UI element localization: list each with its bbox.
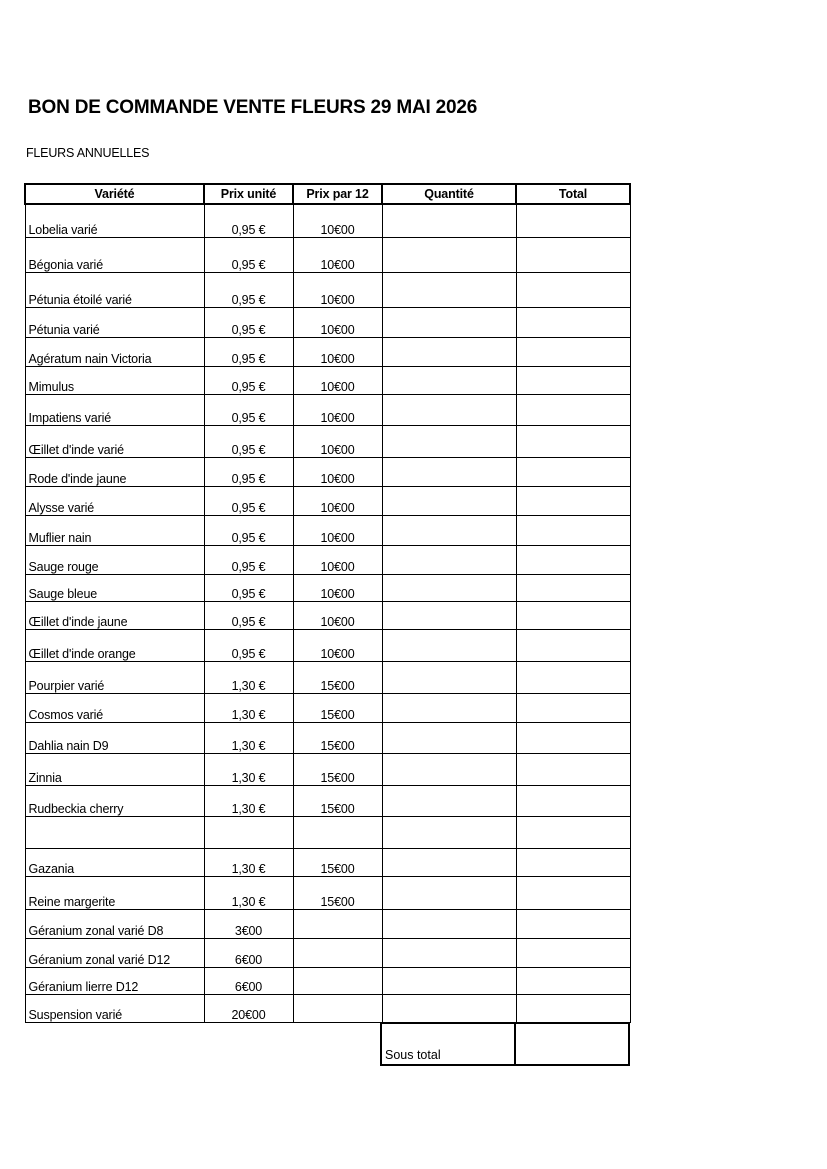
section-title: FLEURS ANNUELLES xyxy=(26,146,150,160)
total-cell[interactable] xyxy=(516,426,630,458)
variety-cell: Sauge rouge xyxy=(25,546,204,575)
unit-price-cell: 1,30 € xyxy=(204,849,293,877)
unit-price-cell: 1,30 € xyxy=(204,694,293,723)
table-row xyxy=(25,602,630,630)
unit-price-cell: 0,95 € xyxy=(204,546,293,575)
unit-price-cell: 0,95 € xyxy=(204,602,293,630)
total-cell[interactable] xyxy=(516,458,630,487)
unit-price-cell: 0,95 € xyxy=(204,395,293,426)
dozen-price-cell: 15€00 xyxy=(293,786,382,817)
quantity-cell[interactable] xyxy=(382,204,516,238)
total-cell[interactable] xyxy=(516,849,630,877)
table-row xyxy=(25,308,630,338)
table-row xyxy=(25,367,630,395)
quantity-cell[interactable] xyxy=(382,995,516,1023)
total-cell[interactable] xyxy=(516,273,630,308)
dozen-price-cell: 10€00 xyxy=(293,395,382,426)
variety-cell: Pétunia étoilé varié xyxy=(25,273,204,308)
total-cell[interactable] xyxy=(516,723,630,754)
quantity-cell[interactable] xyxy=(382,817,516,849)
quantity-cell[interactable] xyxy=(382,308,516,338)
total-cell[interactable] xyxy=(516,754,630,786)
total-cell[interactable] xyxy=(516,546,630,575)
quantity-cell[interactable] xyxy=(382,426,516,458)
quantity-cell[interactable] xyxy=(382,458,516,487)
quantity-cell[interactable] xyxy=(382,338,516,367)
unit-price-cell: 0,95 € xyxy=(204,458,293,487)
dozen-price-cell: 15€00 xyxy=(293,694,382,723)
table-row xyxy=(25,877,630,910)
variety-cell: Bégonia varié xyxy=(25,238,204,273)
dozen-price-cell: 10€00 xyxy=(293,575,382,602)
total-cell[interactable] xyxy=(516,204,630,238)
total-cell[interactable] xyxy=(516,662,630,694)
quantity-cell[interactable] xyxy=(382,516,516,546)
table-row xyxy=(25,939,630,968)
dozen-price-cell: 15€00 xyxy=(293,877,382,910)
quantity-cell[interactable] xyxy=(382,546,516,575)
table-row xyxy=(25,546,630,575)
dozen-price-cell xyxy=(293,995,382,1023)
variety-cell: Œillet d'inde orange xyxy=(25,630,204,662)
dozen-price-cell: 10€00 xyxy=(293,204,382,238)
table-row xyxy=(25,630,630,662)
variety-cell: Mimulus xyxy=(25,367,204,395)
variety-cell: Lobelia varié xyxy=(25,204,204,238)
table-row xyxy=(25,487,630,516)
dozen-price-cell: 15€00 xyxy=(293,849,382,877)
dozen-price-cell: 15€00 xyxy=(293,723,382,754)
unit-price-cell: 20€00 xyxy=(204,995,293,1023)
variety-cell: Cosmos varié xyxy=(25,694,204,723)
header-total: Total xyxy=(516,184,630,204)
dozen-price-cell: 10€00 xyxy=(293,602,382,630)
total-cell[interactable] xyxy=(516,602,630,630)
unit-price-cell: 0,95 € xyxy=(204,575,293,602)
dozen-price-cell: 10€00 xyxy=(293,273,382,308)
dozen-price-cell: 10€00 xyxy=(293,367,382,395)
unit-price-cell: 0,95 € xyxy=(204,516,293,546)
unit-price-cell: 6€00 xyxy=(204,939,293,968)
table-row xyxy=(25,786,630,817)
unit-price-cell: 0,95 € xyxy=(204,487,293,516)
total-cell[interactable] xyxy=(516,968,630,995)
quantity-cell[interactable] xyxy=(382,754,516,786)
variety-cell: Muflier nain xyxy=(25,516,204,546)
table-row xyxy=(25,204,630,238)
total-cell[interactable] xyxy=(516,910,630,939)
table-row xyxy=(25,723,630,754)
quantity-cell[interactable] xyxy=(382,273,516,308)
variety-cell: Géranium zonal varié D8 xyxy=(25,910,204,939)
quantity-cell[interactable] xyxy=(382,849,516,877)
quantity-cell[interactable] xyxy=(382,968,516,995)
quantity-cell[interactable] xyxy=(382,487,516,516)
total-cell[interactable] xyxy=(516,786,630,817)
unit-price-cell: 0,95 € xyxy=(204,338,293,367)
variety-cell: Œillet d'inde jaune xyxy=(25,602,204,630)
dozen-price-cell xyxy=(293,968,382,995)
variety-cell: Pétunia varié xyxy=(25,308,204,338)
subtotal-label: Sous total xyxy=(381,1023,515,1065)
quantity-cell[interactable] xyxy=(382,723,516,754)
unit-price-cell: 0,95 € xyxy=(204,426,293,458)
total-cell[interactable] xyxy=(516,308,630,338)
unit-price-cell: 1,30 € xyxy=(204,754,293,786)
quantity-cell[interactable] xyxy=(382,367,516,395)
dozen-price-cell: 10€00 xyxy=(293,308,382,338)
total-cell[interactable] xyxy=(516,939,630,968)
table-row xyxy=(25,458,630,487)
unit-price-cell: 0,95 € xyxy=(204,308,293,338)
quantity-cell[interactable] xyxy=(382,575,516,602)
variety-cell: Rode d'inde jaune xyxy=(25,458,204,487)
total-cell[interactable] xyxy=(516,630,630,662)
table-header-row xyxy=(25,184,630,204)
table-row xyxy=(25,849,630,877)
quantity-cell[interactable] xyxy=(382,662,516,694)
quantity-cell[interactable] xyxy=(382,694,516,723)
header-quantite: Quantité xyxy=(382,184,516,204)
variety-cell: Zinnia xyxy=(25,754,204,786)
quantity-cell[interactable] xyxy=(382,910,516,939)
variety-cell: Alysse varié xyxy=(25,487,204,516)
variety-cell: Pourpier varié xyxy=(25,662,204,694)
unit-price-cell: 0,95 € xyxy=(204,238,293,273)
quantity-cell[interactable] xyxy=(382,602,516,630)
table-row xyxy=(25,662,630,694)
dozen-price-cell: 15€00 xyxy=(293,754,382,786)
dozen-price-cell: 10€00 xyxy=(293,516,382,546)
variety-cell: Géranium lierre D12 xyxy=(25,968,204,995)
variety-cell: Rudbeckia cherry xyxy=(25,786,204,817)
total-cell[interactable] xyxy=(516,516,630,546)
total-cell[interactable] xyxy=(516,877,630,910)
table-row xyxy=(25,516,630,546)
total-cell[interactable] xyxy=(516,238,630,273)
dozen-price-cell: 10€00 xyxy=(293,426,382,458)
variety-cell: Agératum nain Victoria xyxy=(25,338,204,367)
total-cell[interactable] xyxy=(516,694,630,723)
table-row xyxy=(25,273,630,308)
subtotal-box xyxy=(380,1022,630,1066)
quantity-cell[interactable] xyxy=(382,786,516,817)
page-title: BON DE COMMANDE VENTE FLEURS 29 MAI 2026 xyxy=(28,97,478,118)
variety-cell: Gazania xyxy=(25,849,204,877)
unit-price-cell: 6€00 xyxy=(204,968,293,995)
variety-cell: Sauge bleue xyxy=(25,575,204,602)
header-prix-par-12: Prix par 12 xyxy=(293,184,382,204)
dozen-price-cell xyxy=(293,817,382,849)
dozen-price-cell: 10€00 xyxy=(293,458,382,487)
table-row xyxy=(25,338,630,367)
dozen-price-cell: 10€00 xyxy=(293,338,382,367)
total-cell[interactable] xyxy=(516,995,630,1023)
table-row xyxy=(25,575,630,602)
quantity-cell[interactable] xyxy=(382,630,516,662)
dozen-price-cell xyxy=(293,939,382,968)
table-row xyxy=(25,395,630,426)
header-variete: Variété xyxy=(25,184,204,204)
dozen-price-cell: 10€00 xyxy=(293,238,382,273)
order-table xyxy=(24,183,631,1023)
unit-price-cell: 1,30 € xyxy=(204,723,293,754)
variety-cell xyxy=(25,817,204,849)
quantity-cell[interactable] xyxy=(382,939,516,968)
unit-price-cell: 1,30 € xyxy=(204,877,293,910)
unit-price-cell: 0,95 € xyxy=(204,273,293,308)
table-row xyxy=(25,754,630,786)
table-row xyxy=(25,238,630,273)
total-cell[interactable] xyxy=(516,367,630,395)
dozen-price-cell xyxy=(293,910,382,939)
unit-price-cell xyxy=(204,817,293,849)
variety-cell: Dahlia nain D9 xyxy=(25,723,204,754)
unit-price-cell: 1,30 € xyxy=(204,662,293,694)
dozen-price-cell: 10€00 xyxy=(293,546,382,575)
quantity-cell[interactable] xyxy=(382,238,516,273)
variety-cell: Suspension varié xyxy=(25,995,204,1023)
table-row xyxy=(25,910,630,939)
table-row xyxy=(25,694,630,723)
header-prix-unite: Prix unité xyxy=(204,184,293,204)
table-row xyxy=(25,995,630,1023)
unit-price-cell: 1,30 € xyxy=(204,786,293,817)
variety-cell: Impatiens varié xyxy=(25,395,204,426)
total-cell[interactable] xyxy=(516,575,630,602)
unit-price-cell: 3€00 xyxy=(204,910,293,939)
variety-cell: Reine margerite xyxy=(25,877,204,910)
dozen-price-cell: 10€00 xyxy=(293,487,382,516)
order-table-body xyxy=(25,204,630,1023)
total-cell[interactable] xyxy=(516,395,630,426)
total-cell[interactable] xyxy=(516,817,630,849)
subtotal-value-field[interactable] xyxy=(515,1023,629,1065)
dozen-price-cell: 15€00 xyxy=(293,662,382,694)
quantity-cell[interactable] xyxy=(382,395,516,426)
variety-cell: Œillet d'inde varié xyxy=(25,426,204,458)
unit-price-cell: 0,95 € xyxy=(204,367,293,395)
dozen-price-cell: 10€00 xyxy=(293,630,382,662)
table-row xyxy=(25,817,630,849)
table-row xyxy=(25,968,630,995)
variety-cell: Géranium zonal varié D12 xyxy=(25,939,204,968)
total-cell[interactable] xyxy=(516,338,630,367)
table-row xyxy=(25,426,630,458)
quantity-cell[interactable] xyxy=(382,877,516,910)
unit-price-cell: 0,95 € xyxy=(204,630,293,662)
total-cell[interactable] xyxy=(516,487,630,516)
unit-price-cell: 0,95 € xyxy=(204,204,293,238)
